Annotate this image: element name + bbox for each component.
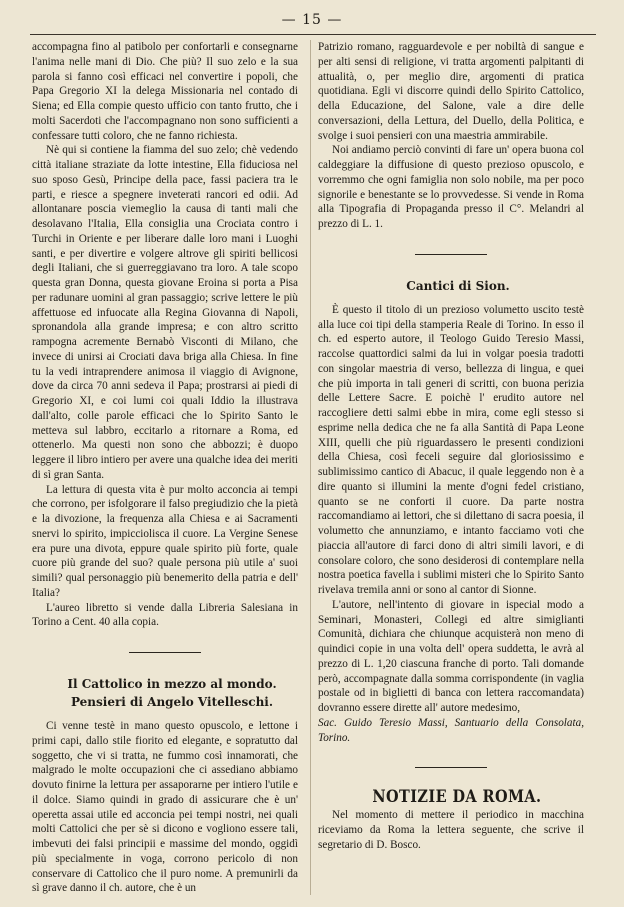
paragraph: È questo il titolo di un prezioso volumetto uscito testè alla luce coi tipi della stamperia Reale di Torino. In esso il ch. ed esperto autore, il Teologo Guido Teresio Massi, raccolse quattordici salmi da lui in volgar poesia tradotti con singolar maestria di verso, bellezza di lingua, e quei che più importa in tali generi di scritti, con buona perizia delle Lettere Sacre. E poichè l' erudito autore nel raccogliere detti salmi ebbe in mira, come egli stesso si esprime nella dedica che ne fa alla Santità di Papa Leone XIII, quelli che più riguardassero le presenti condizioni della Chiesa, così feceli seguire dal gloriosissimo e sublimissimo cantico di Abacuc, il quale leggendo non è a dire quanto si illumini la mente d'ogni fedel cristiano, quanto se ne conforti il cuore. Da parte nostra raccomandiamo ai lettori, che si dilettano di sacra poesia, il volumetto che annunziamo, e intanto facciamo voti che piaccia all'autore di farci dono di altri simili lavori, e di consolare coloro, che sono desiderosi di contemplare nella nostra poetica favella i sublimi misteri che lo Spirito Santo rivelava tremila anni or sono al cantor di Sionne. (318, 303, 584, 596)
section-separator (415, 767, 487, 768)
paragraph: L'aureo libretto si vende dalla Libreria Salesiana in Torino a Cent. 40 alla copia. (32, 601, 298, 629)
section-heading: Cantici di Sion. (406, 278, 510, 293)
section-heading: Il Cattolico in mezzo al mondo. (67, 677, 277, 691)
section-separator (415, 254, 487, 255)
signature: Sac. Guido Teresio Massi, Santuario della Consolata, Torino. (318, 716, 584, 744)
header-rule (30, 34, 596, 35)
page-number: — 15 — (281, 12, 343, 28)
paragraph: La lettura di questa vita è pur molto acconcia ai tempi che corrono, per isfolgorare il falso pregiudizio che la pietà e la divozione, la frequenza alla Chiesa e ai Sacramenti snervi lo spirito, impicciolisca il cuore. La Vergine Senese era pure una divota, eppure quale spirito più forte, quale cuore più grande del suo? quale persona più utile a' suoi simili? qual personaggio più benemerito della patria e dell' Italia? (32, 483, 298, 599)
paragraph: Patrizio romano, ragguardevole e per nobiltà di sangue e per alti sensi di religione, vi tratta argomenti palpitanti di attualità, o, per meglio dire, argomenti di pratica quotidiana. Egli vi discorre quindi dello Spirito Cattolico, della Educazione, del Salone, vale a dire delle conversazioni, della Lettura, del Duello, della Politica, e svolge i suoi pensieri con una maestria ammirabile. (318, 41, 584, 142)
paragraph: Nè qui si contiene la fiamma del suo zelo; chè vedendo città italiane straziate da lotte intestine, Ella fiduciosa nel suo sposo Gesù, Principe della pace, fassi paciera tra le parti, e riesce a spegnere inveterati rancori ed odii. Ad allontanare poscia viemeglio la causa di tanti mali che desolavano l'Italia, Ella consiglia una Crociata contro i Turchi in Oriente e per liberare dalle loro mani i Luoghi santi, e per divertire e volgere altrove gli spiriti bellicosi degli Italiani, che si guerreggiavano tra loro. A tale scopo questa gran Donna, questa giovane Eroina si porta a Pisa per radunare uomini al gran passaggio; scrive lettere le più affettuose ed infuocate alla Regina Giovanna di Napoli, spronandola alla grande impresa; e con altro scritto rampogna acremente Bernabò Visconti di Milano, che invece di unirsi ai Crociati dava briga alla Chiesa. In fine tu la vedi intraprendere animosa il viaggio di Avignone, dove da circa 70 anni sedeva il Papa; prostrarsi ai piedi di Gregorio XI, e coi lumi coi quali Iddio la illustrava dall'alto, colle parole efficaci che lo Spirito Santo le metteva sul labbro, eccitarlo a ritornare a Roma, ed ottenerlo. Ma questi non sono che abbozzi; è duopo leggere il libro intiero per avere una qualche idea dei meriti di sì gran Santa. (32, 144, 298, 481)
paragraph: Noi andiamo perciò convinti di fare un' opera buona col caldeggiare la diffusione di questo prezioso opuscolo, e vorremmo che ogni famiglia non solo nobile, ma per poco signorile e benestante se lo provvedesse. Si vende in Roma alla Tipografia di Propaganda presso il C°. Melandri al prezzo di L. 1. (318, 144, 584, 230)
section-separator (129, 652, 201, 653)
news-heading: NOTIZIE DA ROMA. (372, 787, 542, 808)
section-subheading: Pensieri di Angelo Vitelleschi. (70, 695, 274, 709)
right-column (318, 40, 584, 853)
left-column (32, 40, 298, 896)
paragraph: L'autore, nell'intento di giovare in ispecial modo a Seminari, Monasteri, Collegi ed altre simiglianti Comunità, dichiara che chiunque acquisterà non meno di quindici copie in una volta dell' opera suddetta, le avrà al prezzo di L. 1,20 ciascuna franche di porto. Tali domande però, accompagnate dalla somma corrispondente (in vaglia postale od in biglietti di banca con lettera raccomandata) dovranno essere dirette all' autore medesimo, (318, 598, 584, 714)
paragraph: Ci venne testè in mano questo opuscolo, e lettone i primi capi, dallo stile fiorito ed elegante, e sopratutto dal soggetto, che vi si tratta, ne fummo così innamorati, che malgrado le molte occupazioni che ci assediano abbiamo dovuto finirne la lettura per assaporarne per intiero l'utile e il dolce. Siamo quindi in grado di assicurare che è un' operetta assai utile ed acconcia pei tempi nostri, nei quali molti Cattolici che per sè si dicono e vogliono essere tali, imbevuti dei falsi principii e massime del mondo, oggidì più specialmente in voga, corrono pericolo di non conservare di Cattolico che il puro nome. A premunirli da sì grave danno il ch. autore, che è un (32, 720, 298, 895)
paragraph: Nel momento di mettere il periodico in macchina riceviamo da Roma la lettera seguente, che scrive il segretario di D. Bosco. (318, 809, 584, 851)
paragraph: accompagna fino al patibolo per confortarli e consegnarne l'anima nelle mani di Dio. Che più? Il suo zelo e la sua parola si fanno così efficaci nel convertire i popoli, che Papa Gregorio XI la delega Missionaria nel contado di Siena; ed Ella compie questo ufficio con tanto frutto, che i molti Sacerdoti che l'accompagnano non sono sufficienti a confessare tutti coloro, che ne fanno richiesta. (32, 41, 298, 142)
column-divider (310, 40, 311, 895)
